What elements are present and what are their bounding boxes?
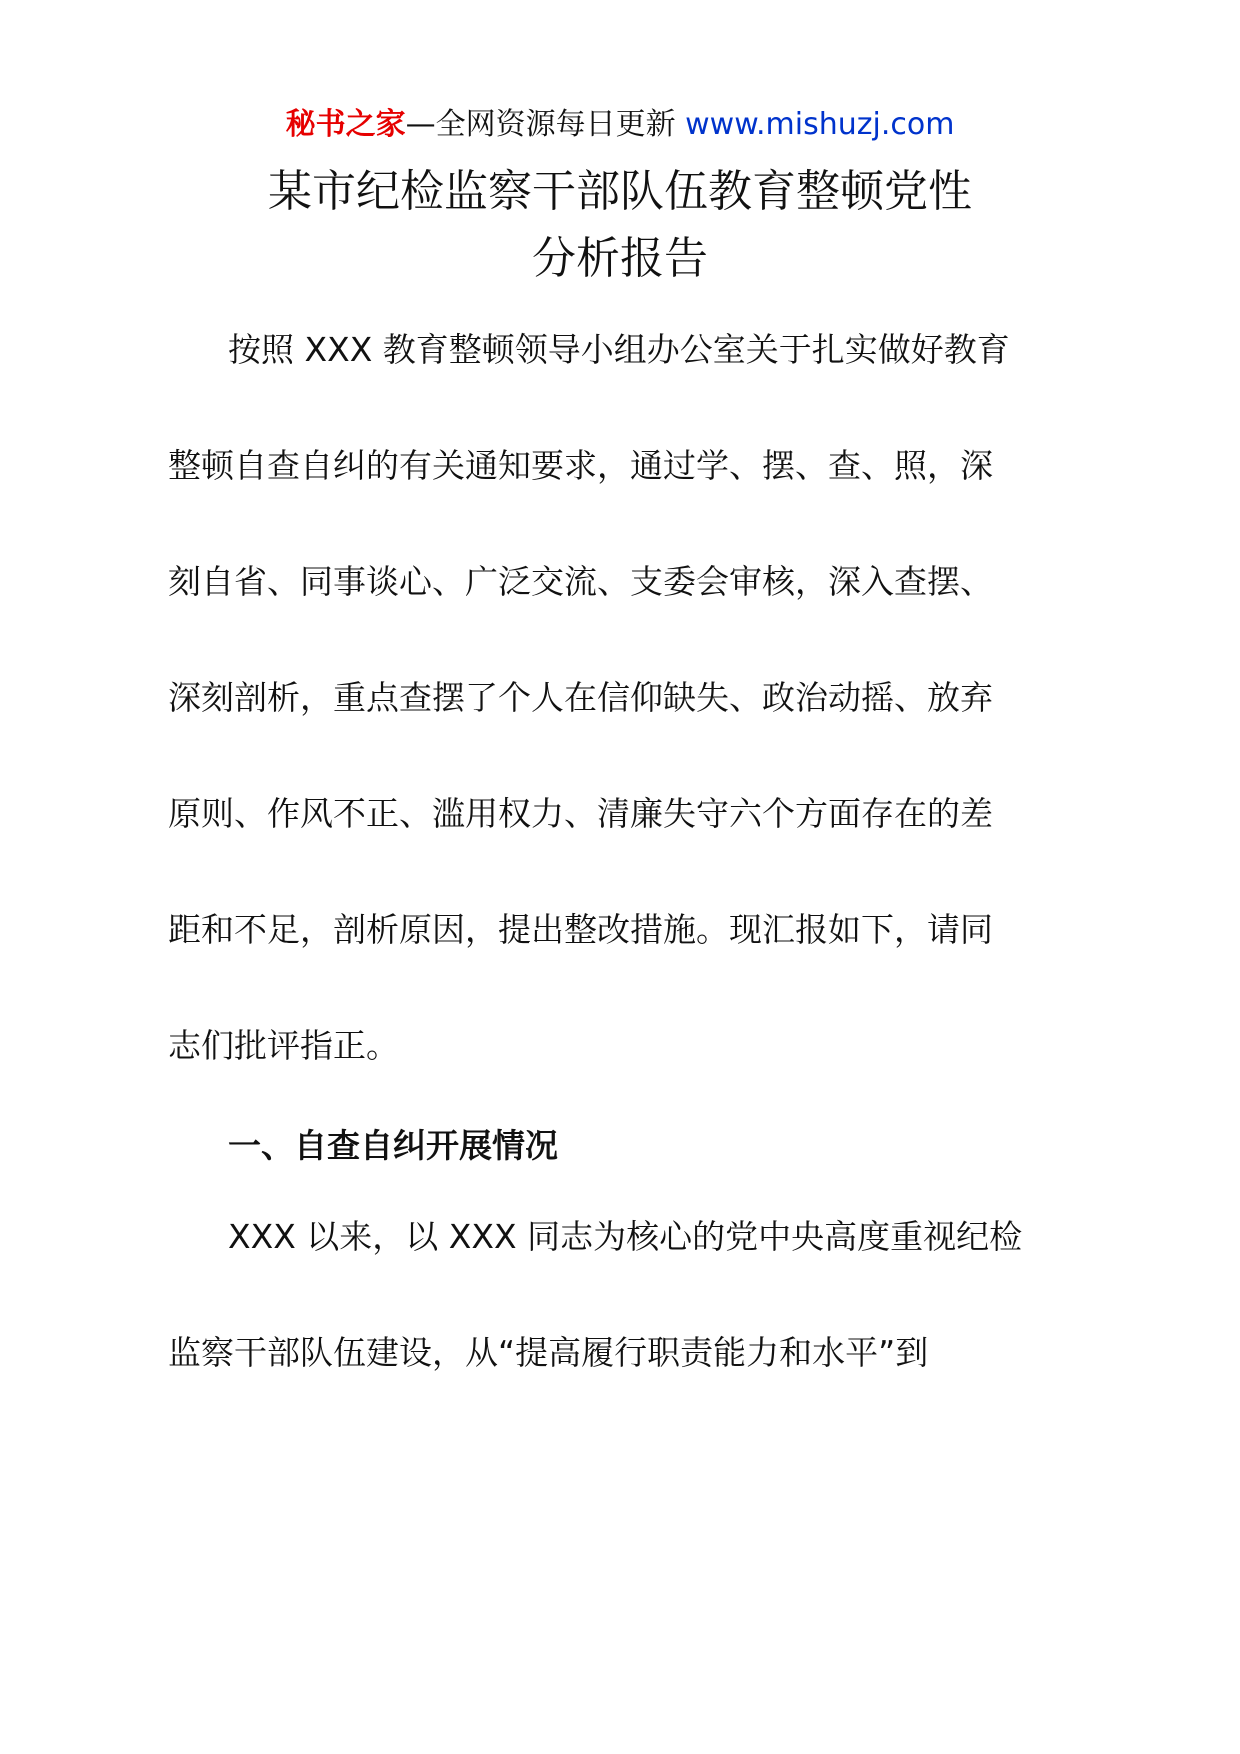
document-title-line-1: 某市纪检监察干部队伍教育整顿党性 xyxy=(268,166,972,217)
site-url-link[interactable]: www.mishuzj.com xyxy=(685,107,955,142)
paragraph-1-line-3: 刻自省、同事谈心、广泛交流、支委会审核，深入查摆、 xyxy=(168,562,993,601)
site-tagline: —全网资源每日更新 xyxy=(405,107,676,142)
paragraph-2-line-2: 监察干部队伍建设，从“提高履行职责能力和水平”到 xyxy=(168,1333,929,1372)
paragraph-1-line-5: 原则、作风不正、滥用权力、清廉失守六个方面存在的差 xyxy=(168,794,993,833)
site-header xyxy=(0,105,1240,145)
paragraph-1-line-4: 深刻剖析，重点查摆了个人在信仰缺失、政治动摇、放弃 xyxy=(168,678,993,717)
paragraph-1-line-1: 按照 XXX 教育整顿领导小组办公室关于扎实做好教育 xyxy=(228,330,1010,369)
document-title-line-2: 分析报告 xyxy=(532,233,708,284)
paragraph-2-line-1: XXX 以来，以 XXX 同志为核心的党中央高度重视纪检 xyxy=(228,1217,1023,1256)
paragraph-1-line-6: 距和不足，剖析原因，提出整改措施。现汇报如下，请同 xyxy=(168,910,993,949)
paragraph-1-line-7: 志们批评指正。 xyxy=(168,1026,399,1065)
paragraph-1-line-2: 整顿自查自纠的有关通知要求，通过学、摆、查、照，深 xyxy=(168,446,993,485)
section-1-heading: 一、自查自纠开展情况 xyxy=(228,1126,558,1165)
site-brand: 秘书之家 xyxy=(285,107,406,142)
